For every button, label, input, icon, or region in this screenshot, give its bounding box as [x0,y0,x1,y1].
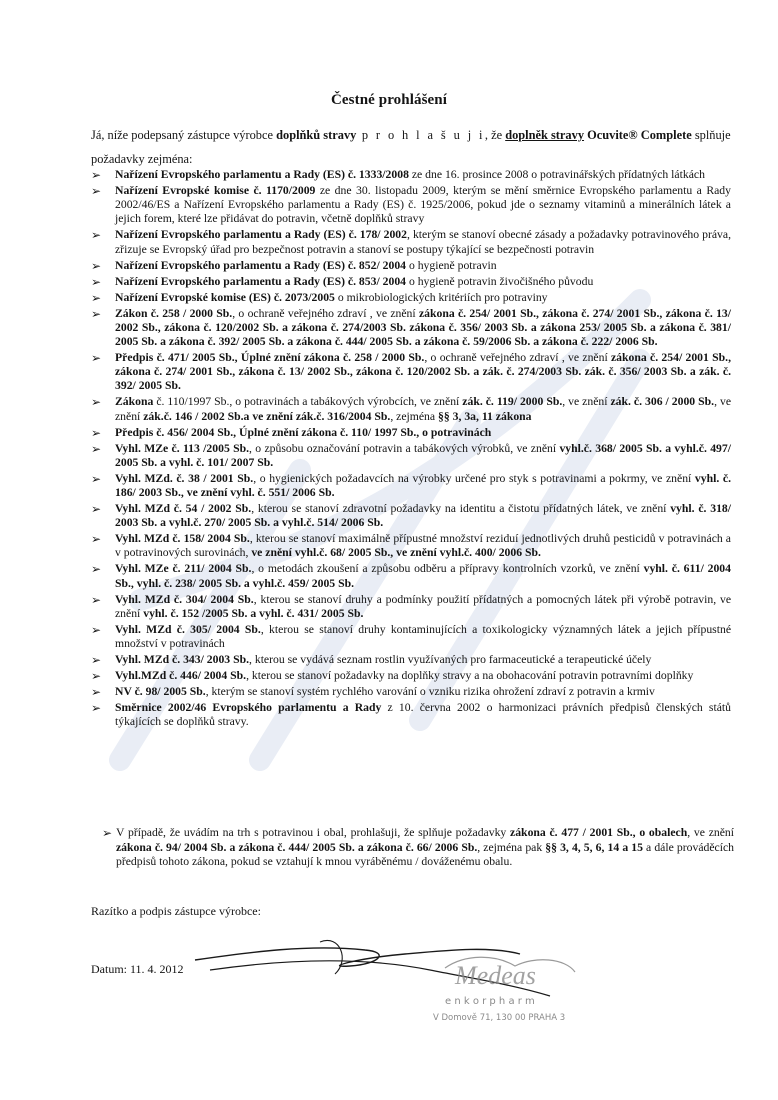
company-stamp [425,948,590,1028]
requirements-list [91,168,731,731]
list-item [91,669,731,683]
intro-line-2: požadavky zejména: [91,151,193,166]
item-bold-text: Zákon č. 258 / 2000 Sb. [115,306,233,320]
list-item [91,275,731,289]
bullet-icon: ➢ [91,351,102,366]
list-item [91,685,731,699]
bullet-icon: ➢ [91,290,102,305]
list-item [91,653,731,667]
list-item [91,184,731,227]
item-bold-text: Vyhl.MZd č. 446/ 2004 Sb. [115,669,247,683]
item-bold-text: Nařízení Evropského parlamentu a Rady (ES) č. 178/ 2002 [115,228,407,242]
item-text: , ve znění [562,395,611,409]
item-bold-text: Předpis č. 456/ 2004 Sb., Úplné znění zákona č. 110/ 1997 Sb., o potravinách [115,425,492,439]
list-item [91,701,731,729]
item-bold-text: vyhl. č. 152 /2005 Sb. a vyhl. č. 431/ 2005 Sb. [143,606,364,620]
list-item [91,168,731,182]
document-title: Čestné prohlášení [330,92,448,108]
item-bold-text: zákona č. 254/ 2001 Sb., zákona č. 274/ 2001 Sb., zákona č. 13/ 2002 Sb., zákona č. 120/2002 Sb. a zák. č. 274/2003 Sb. zák. č. 356/ 2003 Sb. a zák. č. 392/ 2005 Sb. [115,351,732,393]
bullet-icon: ➢ [91,532,102,547]
item-text: , o metodách zkoušení a způsobu odběru a přípravy kontrolních vzorků, ve znění [251,562,644,576]
bullet-icon: ➢ [91,622,102,637]
item-bold-text: NV č. 98/ 2005 Sb. [115,685,206,699]
date-line: Datum: 11. 4. 2012 [91,962,184,976]
item-text: o mikrobiologických kritériích pro potraviny [334,290,548,304]
intro-text-1: Já, níže podepsaný zástupce výrobce [91,128,277,142]
item-text: , kterým se stanoví obecné zásady a požadavky potravinového práva, zřizuje se Evropský úřad pro bezpečnost potravin a stanoví se postupy týkající se bezpečnosti potravin [115,228,731,256]
item-text: , kterou se stanoví požadavky na doplňky stravy a na obohacování potravin potravními doplňky [246,669,694,683]
item-text: ze dne 16. prosince 2008 o potravinářských přídatných látkách [408,168,705,181]
bullet-icon: ➢ [91,274,102,289]
item-text: č. 110/1997 Sb., o potravinách a tabákových výrobcích, ve znění [153,395,463,409]
list-item [91,395,731,423]
item-text: , o způsobu označování potravin a tabákových výrobků, ve znění [249,441,560,455]
list-item [91,426,731,440]
item-text: , zejména [390,409,439,423]
list-item [91,502,731,530]
item-bold-text: zák. č. 119/ 2000 Sb. [462,395,563,409]
stamp-company: e n k o r p h a r m [445,996,535,1007]
item-bold-text: Vyhl. MZe č. 211/ 2004 Sb. [115,562,252,576]
item-text: , kterou se stanoví maximálně přípustné množství reziduí jednotlivých druhů pesticidů v potravinách a v potravinových surovinách, [115,532,731,560]
bullet-icon: ➢ [91,669,102,684]
item-bold-text: Nařízení Evropského parlamentu a Rady (ES) č. 1333/2008 [115,168,409,181]
item-text: o hygieně potravin živočišného původu [406,274,594,288]
intro-spaced: p r o h l a š u j i [356,128,485,142]
final-text-3: , zejména pak [477,840,546,854]
list-item [91,472,731,500]
item-bold-text: Vyhl. MZd. č. 38 / 2001 Sb. [115,471,254,485]
bullet-icon: ➢ [91,184,102,198]
item-bold-text: Nařízení Evropské komise (ES) č. 2073/2005 [115,290,335,304]
bullet-icon: ➢ [91,441,102,456]
stamp-label: Razítko a podpis zástupce výrobce: [91,904,261,918]
item-bold-text: Vyhl. MZd č. 304/ 2004 Sb. [115,592,254,606]
intro-paragraph [91,124,731,171]
final-bold-3: §§ 3, 4, 5, 6, 14 a 15 [545,840,643,854]
bullet-icon: ➢ [91,502,102,517]
item-bold-text: vyhl. č. 611/ 2004 Sb., vyhl. č. 238/ 2005 Sb. a vyhl.č. 459/ 2005 Sb. [115,562,731,590]
bullet-icon: ➢ [91,228,102,243]
bullet-icon: ➢ [91,592,102,607]
intro-text-2: , že [484,128,506,142]
product-name: Ocuvite® Complete [587,128,692,142]
final-bold-1: zákona č. 477 / 2001 Sb., o obalech [510,826,688,839]
item-text: , o ochraně veřejného zdraví , ve znění [232,306,419,320]
bullet-icon: ➢ [91,258,102,273]
item-text: , o hygienických požadavcích na výrobky určené pro styk s potravinami a pokrmy, ve znění [253,471,695,485]
bullet-icon: ➢ [91,701,102,716]
item-bold-text: Vyhl. MZd č. 158/ 2004 Sb. [115,532,250,546]
final-text-4: a dále prováděcích předpisů tohoto zákona, pokud se vztahují k mnou vyráběnému / dováženému obalu. [116,840,735,869]
list-item [91,532,731,560]
item-bold-text: Zákona [115,395,154,409]
bullet-icon: ➢ [91,685,102,700]
list-item [91,291,731,305]
item-bold-text: Nařízení Evropského parlamentu a Rady (ES) č. 852/ 2004 [115,258,407,272]
item-bold-text: vyhl. č. 186/ 2003 Sb., ve znění vyhl. č. 551/ 2006 Sb. [115,471,732,500]
item-bold-text: zák. č. 306 / 2000 Sb. [610,395,715,409]
item-text: , kterou se stanoví druhy kontaminujících a toxikologicky významných látek a jejich přípustné množství v potravinách [115,622,732,651]
bullet-icon: ➢ [91,471,102,486]
item-bold-text: Nařízení Evropského parlamentu a Rady (ES) č. 853/ 2004 [115,274,407,288]
stamp-brand: Medeas [455,961,536,990]
item-bold-text: Vyhl. MZe č. 113 /2005 Sb. [115,441,250,455]
bullet-icon: ➢ [91,425,102,440]
final-text-1: V případě, že uvádím na trh s potravinou i obal, prohlašuji, že splňuje požadavky [116,826,511,839]
item-bold-text: Vyhl. MZd č. 343/ 2003 Sb. [115,653,249,667]
item-bold-text: §§ 3, 3a, 11 zákona [438,409,532,423]
item-bold-text: zákona č. 254/ 2001 Sb., zákona č. 274/ 2001 Sb., zákona č. 13/ 2002 Sb., zákona č. 120/2002 Sb. a zákona č. 274/2003 Sb. zákona č. 356/ 2003 Sb. a zákona 253/ 2005 Sb. a zákona č. 381/ 2005 Sb. a zákona č. 392/ 2005 Sb. a zákona č. 444/ 2005 Sb. a zákona č. 59/2006 Sb. a zákona č. 222/ 2006 Sb. [115,306,732,349]
intro-bold-underlined: doplněk stravy [505,128,585,142]
list-item [91,259,731,273]
list-item [91,442,731,470]
bullet-icon: ➢ [91,306,102,321]
item-bold-text: Předpis č. 471/ 2005 Sb., Úplné znění zákona č. 258 / 2000 Sb. [115,351,425,365]
list-item [91,351,731,394]
intro-bold-1: doplňků stravy [276,128,357,142]
list-item [91,562,731,590]
item-text: , kterou se vydává seznam rostlin využívaných pro farmaceutické a terapeutické účely [249,653,652,667]
item-text: , kterou se stanoví druhy a podmínky použití přídatných a pomocných látek při výrobě potravin, ve znění [115,592,732,620]
list-item [91,307,731,350]
item-bold-text: ve znění vyhl.č. 68/ 2005 Sb., ve znění vyhl.č. 400/ 2006 Sb. [251,546,541,560]
item-bold-text: Směrnice 2002/46 Evropského parlamentu a Rady [115,701,382,715]
item-bold-text: Vyhl. MZd č. 305/ 2004 Sb. [115,622,261,636]
item-text: ze dne 30. listopadu 2009, kterým se mění směrnice Evropského parlamentu a Rady 2002/46/ES a Nařízení Evropského parlamentu a Rady (ES) č. 1925/2006, pokud jde o seznamy vitaminů a minerálních látek a jejich forem, které lze přidávat do potravin, včetně doplňků stravy [115,184,731,226]
final-text-2: , ve znění [687,826,735,839]
item-text: , kterým se stanoví systém rychlého varování o vzniku rizika ohrožení zdraví z potravin a krmiv [205,685,655,699]
item-text: z 10. června 2002 o harmonizaci právních předpisů členských států týkajících se doplňků stravy. [115,701,731,729]
item-bold-text: vyhl.č. 368/ 2005 Sb. a vyhl.č. 497/ 2005 Sb. a vyhl. č. 101/ 2007 Sb. [115,441,731,469]
item-text: , ve znění [115,395,732,423]
bullet-icon: ➢ [91,168,102,182]
item-text: , o ochraně veřejného zdraví , ve znění [424,351,611,365]
bullet-icon: ➢ [91,653,102,668]
intro-text-4: splňuje [691,128,731,142]
item-bold-text: Nařízení Evropské komise č. 1170/2009 [115,184,316,197]
list-item [91,593,731,621]
bullet-icon: ➢ [91,395,102,410]
stamp-address: V Domově 71, 130 00 PRAHA 3 [433,1013,566,1023]
item-bold-text: zák.č. 146 / 2002 Sb.a ve znění zák.č. 316/2004 Sb. [143,409,391,423]
list-item [91,228,731,256]
item-text: o hygieně potravin [406,258,497,272]
bullet-icon: ➢ [102,826,113,840]
list-item [91,623,731,651]
item-bold-text: vyhl. č. 318/ 2003 Sb. a vyhl.č. 270/ 2005 Sb. a vyhl.č. 514/ 2006 Sb. [115,502,732,530]
final-paragraph [102,826,735,870]
item-bold-text: Vyhl. MZd č. 54 / 2002 Sb. [115,502,252,516]
final-bold-2: zákona č. 94/ 2004 Sb. a zákona č. 444/ 2005 Sb. a zákona č. 66/ 2006 Sb. [116,840,478,854]
bullet-icon: ➢ [91,562,102,577]
item-text: , kterou se stanoví zdravotní požadavky na identitu a čistotu přídatných látek, ve znění [251,502,671,516]
